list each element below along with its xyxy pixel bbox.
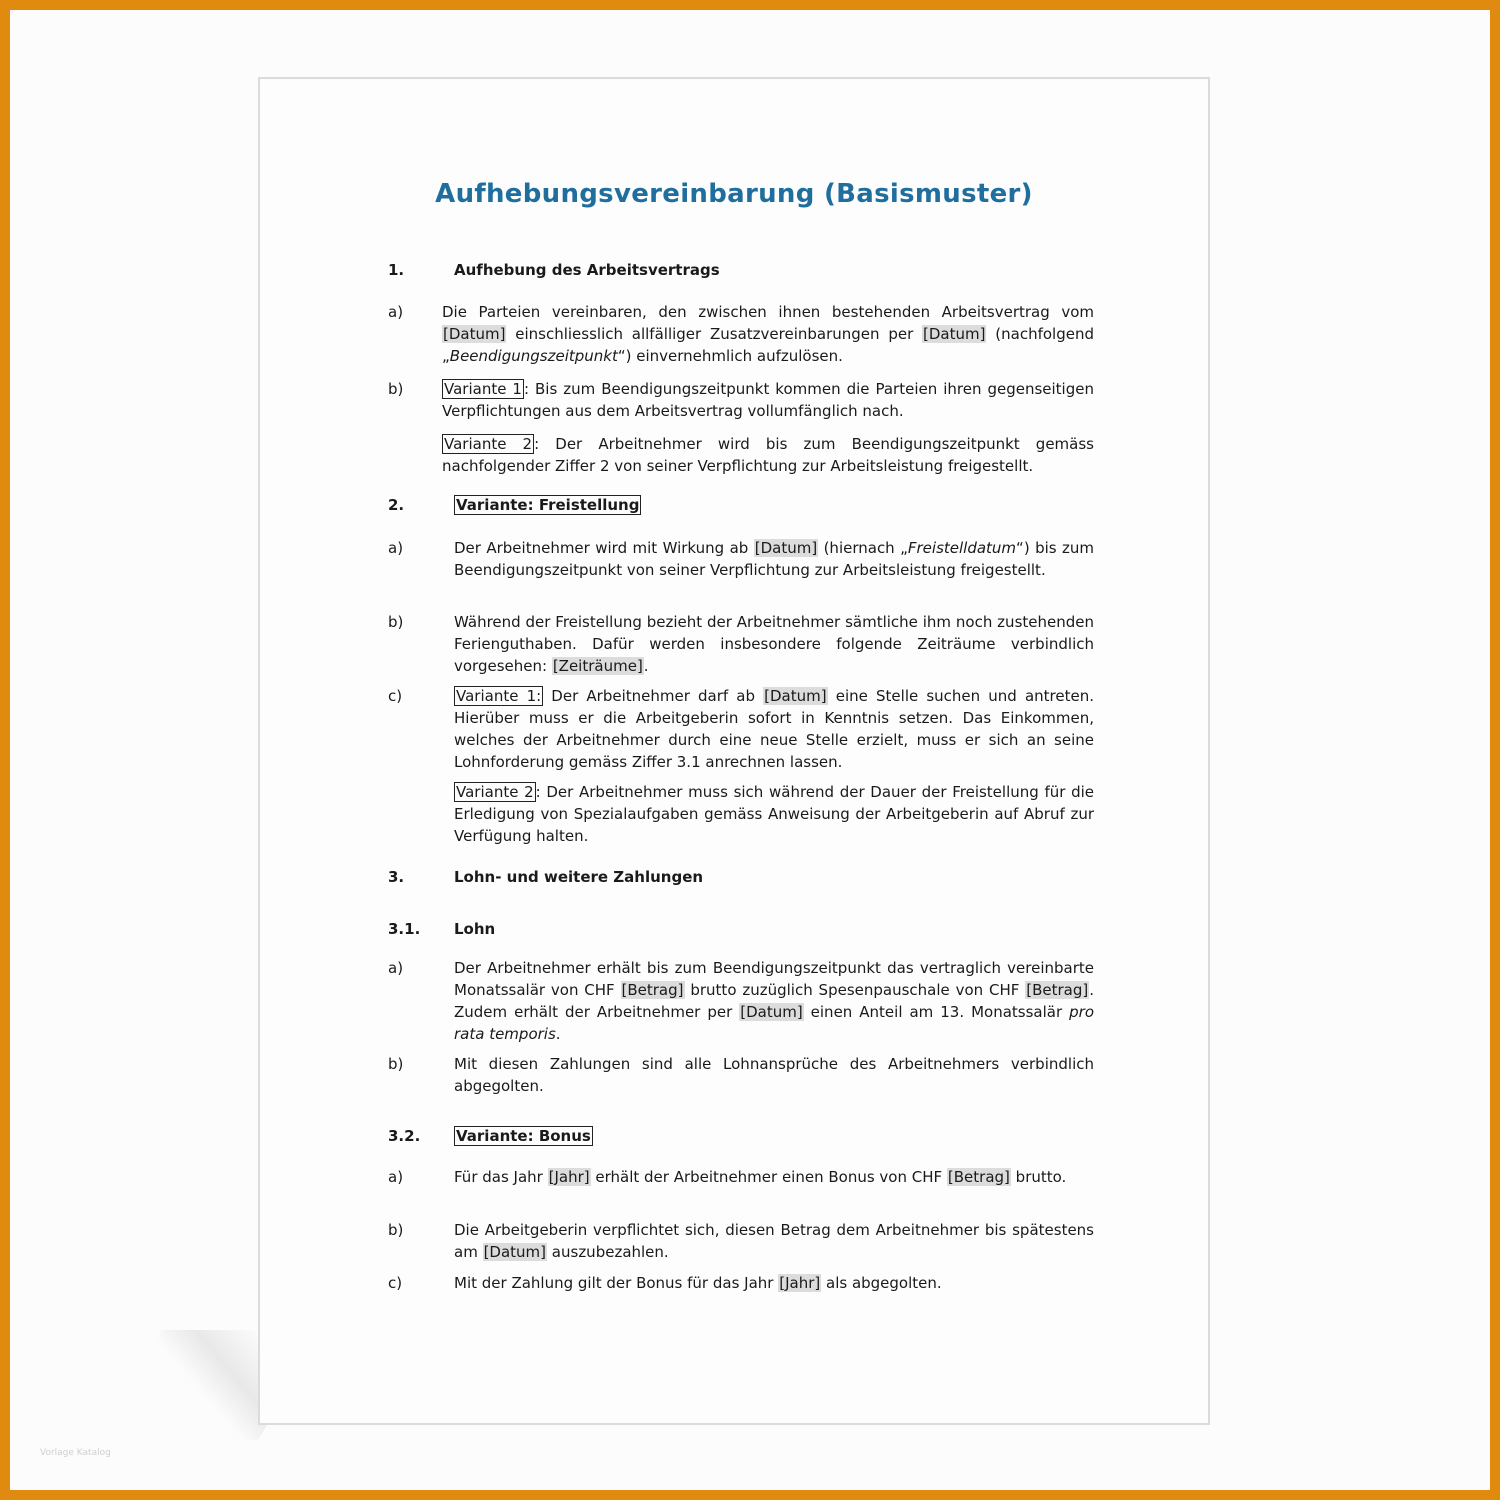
watermark: Vorlage Katalog [40, 1448, 111, 1458]
s31-b-paragraph: Mit diesen Zahlungen sind alle Lohnansprüche des Arbeitnehmers verbindlich abgegolten. [454, 1055, 1094, 1095]
placeholder-datum: [Datum] [483, 1243, 547, 1261]
variant-box: Variante 1: [456, 687, 542, 705]
placeholder-datum: [Datum] [764, 687, 827, 705]
section-1-number: 1. [388, 261, 405, 279]
s2-c-variant2: Variante 2 : Der Arbeitnehmer muss sich während der Dauer der Freistellung für die Erledigung von Spezialaufgaben gemäss Anweisung der Arbeitgeberin auf Abruf zur Verfügung halten. [454, 783, 1094, 845]
s1-a-label: a) [388, 303, 404, 321]
placeholder-betrag: [Betrag] [1026, 981, 1089, 999]
s2-b-paragraph: Während der Freistellung bezieht der Arbeitnehmer sämtliche ihm noch zustehenden Ferienguthaben. Dafür werden insbesondere folgende Zeiträume verbindlich vorgesehen: [Zeiträume]. [454, 613, 1094, 675]
placeholder-zeitraeume: [Zeiträume] [552, 657, 643, 675]
variant-box: Variante 2 [444, 435, 533, 453]
placeholder-datum: [Datum] [754, 539, 818, 557]
s32-b-paragraph: Die Arbeitgeberin verpflichtet sich, diesen Betrag dem Arbeitnehmer bis spätestens am [Datum] auszubezahlen. [454, 1221, 1094, 1261]
s31-b-label: b) [388, 1055, 404, 1073]
s31-a-paragraph: Der Arbeitnehmer erhält bis zum Beendigungszeitpunkt das vertraglich vereinbarte Monatssalär von CHF [Betrag] brutto zuzüglich Spesenpauschale von CHF [Betrag]. Zudem erhält der Arbeitnehmer per [Datum] einen Anteil am 13. Monatssalär pro rata temporis. [454, 959, 1094, 1043]
section-3-heading: Lohn- und weitere Zahlungen [454, 868, 704, 886]
s2-a-label: a) [388, 539, 404, 557]
s32-c-paragraph: Mit der Zahlung gilt der Bonus für das Jahr [Jahr] als abgegolten. [454, 1274, 942, 1292]
document-page [258, 77, 1210, 1425]
section-3-2-heading: Variante: Bonus [456, 1127, 591, 1145]
placeholder-betrag: [Betrag] [947, 1168, 1010, 1186]
section-1-heading: Aufhebung des Arbeitsvertrags [454, 261, 720, 279]
placeholder-datum: [Datum] [923, 325, 986, 343]
s2-c-label: c) [388, 687, 403, 705]
section-3-1-heading: Lohn [454, 920, 496, 938]
s1-a-paragraph: Die Parteien vereinbaren, den zwischen ihnen bestehenden Arbeitsvertrag vom [Datum] einschliesslich allfälliger Zusatzvereinbarungen per [Datum] (nachfolgend „Beendigungszeitpunkt“) einvernehmlich aufzulösen. [442, 303, 1094, 365]
section-3-1-number: 3.1. [388, 920, 421, 938]
placeholder-datum: [Datum] [740, 1003, 803, 1021]
section-3-number: 3. [388, 868, 405, 886]
s1-b-label: b) [388, 380, 404, 398]
s2-b-label: b) [388, 613, 404, 631]
placeholder-betrag: [Betrag] [621, 981, 684, 999]
placeholder-jahr: [Jahr] [779, 1274, 821, 1292]
section-2-number: 2. [388, 496, 405, 514]
s32-b-label: b) [388, 1221, 404, 1239]
section-2-heading: Variante: Freistellung [456, 496, 640, 514]
s1-b-variant1: Variante 1 : Bis zum Beendigungszeitpunkt kommen die Parteien ihren gegenseitigen Verpflichtungen aus dem Arbeitsvertrag vollumfänglich nach. [442, 380, 1094, 420]
section-3-2-number: 3.2. [388, 1127, 421, 1145]
placeholder-jahr: [Jahr] [548, 1168, 590, 1186]
placeholder-datum: [Datum] [443, 325, 506, 343]
s31-a-label: a) [388, 959, 404, 977]
document-title: Aufhebungsvereinbarung (Basismuster) [435, 179, 1033, 209]
variant-box: Variante 1 [444, 380, 522, 398]
background [10, 10, 1490, 1490]
variant-box: Variante 2 [456, 783, 534, 801]
s2-a-paragraph: Der Arbeitnehmer wird mit Wirkung ab [Datum] (hiernach „Freistelldatum“) bis zum Beendigungszeitpunkt von seiner Verpflichtung zur Arbeitsleistung freigestellt. [454, 539, 1094, 579]
s32-a-label: a) [388, 1168, 404, 1186]
s2-c-variant1: Variante 1: Der Arbeitnehmer darf ab [Datum] eine Stelle suchen und antreten. Hierüber muss er die Arbeitgeberin sofort in Kenntnis setzen. Das Einkommen, welches der Arbeitnehmer durch eine neue Stelle erzielt, muss er sich an seine Lohnforderung gemäss Ziffer 3.1 anrechnen lassen. [454, 687, 1094, 771]
s32-c-label: c) [388, 1274, 403, 1292]
s32-a-paragraph: Für das Jahr [Jahr] erhält der Arbeitnehmer einen Bonus von CHF [Betrag] brutto. [454, 1168, 1067, 1186]
s1-b-variant2: Variante 2 : Der Arbeitnehmer wird bis zum Beendigungszeitpunkt gemäss nachfolgender Ziffer 2 von seiner Verpflichtung zur Arbeitsleistung freigestellt. [442, 435, 1094, 475]
